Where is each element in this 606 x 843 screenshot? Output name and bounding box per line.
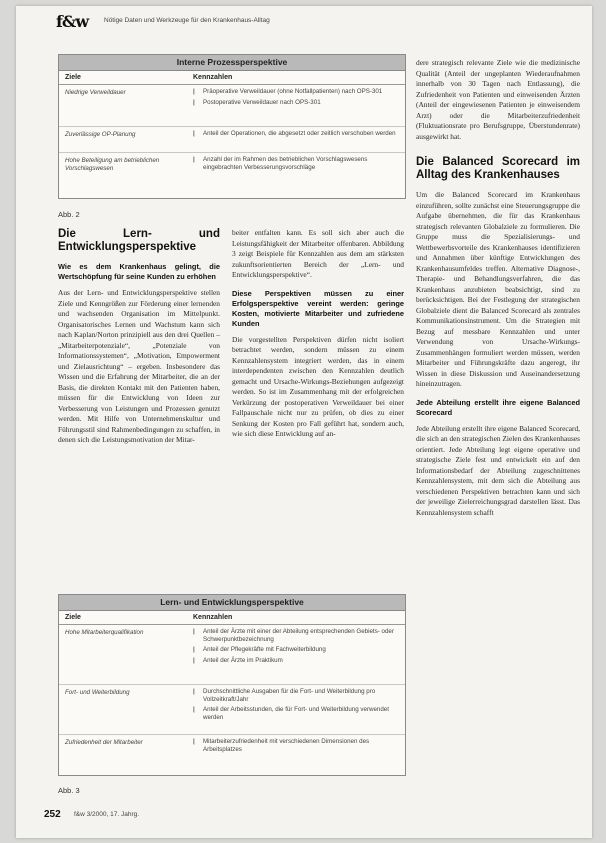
text-column-1	[58, 228, 220, 588]
table-row: Hohe Beteiligung am betrieblichen Vorschlagswesen | Anzahl der im Rahmen des betrieblichen Vorschlagswesens eingebrachten Verbesserungsvorschläge	[59, 153, 405, 181]
body-paragraph: beiter entfalten kann. Es soll sich aber auch die Leistungsfähigkeit der Mitarbeiter offenbaren. Abbildung 3 zeigt Beispiele für Kennzahlen aus dem am stärksten zukunftsorientierten Bereich der „Lern- und Entwicklungsperspektive“.	[232, 228, 404, 279]
running-head: Nötige Daten und Werkzeuge für den Krankenhaus-Alltag	[104, 17, 270, 24]
row-goal: Zuverlässige OP-Planung	[65, 131, 136, 138]
row-goal: Hohe Beteiligung am betrieblichen Vorschlagswesen	[65, 157, 160, 172]
figure-caption: Abb. 3	[58, 786, 80, 795]
table-interne-prozessperspektive	[58, 54, 406, 199]
column-header-kpis: Kennzahlen	[193, 614, 233, 621]
page-number: 252	[44, 809, 61, 820]
issue-info: f&w 3/2000, 17. Jahrg.	[74, 811, 140, 818]
row-kpi: Anteil der Operationen, die abgesetzt oder zeitlich verschoben werden	[203, 130, 396, 137]
body-paragraph: Um die Balanced Scorecard im Krankenhaus einzuführen, sollte zunächst eine Steuerungsgruppe die Aufgabe übernehmen, die für das Krankenhaus strategisch relevanten Globalziele zu formulieren. Die Gruppe muss die Spezialisierungs- und Wettbewerbsvorteile des Krankenhauses identifizieren und Annahmen über künftige Entwicklungen des Krankenhausumfeldes treffen. Alternative Diagnose-, Therapie- und Behandlungsverfahren, die das Krankenhaus anzubieten beabsichtigt, sind zu berücksichtigen. Bei der Festlegung der strategischen Globalziele dient die Balanced Scorecard als zentrales Kommunikationsinstrument. Um die Strategien mit Bezug auf messbare Kennzahlen und unter Verwendung von Ursache-Wirkungs-Zusammenhängen formuliert werden müssen, werden Mitarbeiter und Führungskräfte dazu angeregt, ihr Wissen in diese Diskussion und Auseinandersetzung hineinzutragen.	[416, 190, 580, 388]
section-subheading: Wie es dem Krankenhaus gelingt, die Wertschöpfung für seine Kunden zu erhöhen	[58, 262, 220, 281]
figure-caption: Abb. 2	[58, 210, 80, 219]
column-header-goals: Ziele	[65, 614, 81, 621]
row-kpi: Anteil der Pflegekräfte mit Fachweiterbildung	[203, 646, 326, 653]
section-subheading: Diese Perspektiven müssen zu einer Erfolgsperspektive vereint werden: geringe Kosten, motivierte Mitarbeiter und zufriedene Kunden	[232, 288, 404, 328]
row-goal: Fort- und Weiterbildung	[65, 689, 130, 696]
table-row: Fort- und Weiterbildung | Durchschnittliche Ausgaben für die Fort- und Weiterbildung pro Vollzeitkraft/Jahr | Anteil der Arbeitsstunden, die für Fort- und Weiterbildung verwendet werden	[59, 685, 405, 735]
body-paragraph: Jede Abteilung erstellt ihre eigene Balanced Scorecard, die sich an den strategischen Zielen des Krankenhauses orientiert. Jede Abteilung legt eigene operative und strategische Ziele fest und entwickelt ein auf den Informationsbedarf der Abteilung zugeschnittenes Kennzahlensystem, mit dem sich die Abteilung aus verschiedenen Perspektiven betrachten kann und sich der jeweilige Zielerreichungsgrad darstellen lässt. Das Kennzahlensystem schafft	[416, 423, 580, 517]
table-row: Zuverlässige OP-Planung | Anteil der Operationen, die abgesetzt oder zeitlich verschoben werden	[59, 127, 405, 153]
row-goal: Zufriedenheit der Mitarbeiter	[65, 739, 143, 746]
body-paragraph: dere strategisch relevante Ziele wie die medizinische Qualität (Anteil der ungeplanten Wiederaufnahmen innerhalb von 30 Tagen nach Entlassung), die Zufriedenheit von Patienten und einweisenden Ärzten (Anteil der eingewiesenen Patienten je einweisendem Arzt) oder die Mitarbeiterzufriedenheit (Fluktuationsrate pro Berufsgruppe, Überstundenrate) ausgewirkt hat.	[416, 58, 580, 141]
page-footer	[44, 809, 344, 823]
section-subheading: Jede Abteilung erstellt ihre eigene Balanced Scorecard	[416, 397, 580, 417]
magazine-logo: f&w	[56, 12, 89, 31]
page-header	[56, 12, 586, 32]
body-paragraph: Aus der Lern- und Entwicklungsperspektive stellen Ziele und Kenngrößen zur Förderung einer lernenden und wachsenden Organisation im Mittelpunkt. Organisatorisches Lernen und Wachstum kann sich nach Kaplan/Norton prinzipiell aus den drei Quellen – „Mitarbeiterpotenziale“, „Potenziale von Informationssystemen“, „Motivation, Empowerment und Zielausrichtung“ – ergeben. Insbesondere das Wissen und die Erfahrung der Mitarbeiter, die an der Basis, die direkten Kontakt mit den Patienten haben, müssen für die Entwicklung von Ideen zur Verbesserung von Leistungen und Prozessen genutzt werden. Mit Hilfe von Unternehmenskultur und Führungsstil sind Rahmenbedingungen zu schaffen, in denen sich die Leistungsmotivation der Mitar-	[58, 288, 220, 444]
row-kpi: Anteil der Ärzte im Praktikum	[203, 656, 283, 664]
row-goal: Hohe Mitarbeiterqualifikation	[65, 629, 144, 636]
row-kpi: Präoperative Verweildauer (ohne Notfallpatienten) nach OPS-301	[203, 88, 383, 95]
text-column-3	[416, 58, 580, 803]
table-lern-und-entwicklungsperspektive	[58, 594, 406, 776]
row-kpi: Anteil der Ärzte mit einer der Abteilung entsprechenden Gebiets- oder Schwerpunktbezeichnung	[203, 628, 394, 643]
column-header-goals: Ziele	[65, 74, 81, 81]
table-row: Hohe Mitarbeiterqualifikation | Anteil der Ärzte mit einer der Abteilung entsprechenden Gebiets- oder Schwerpunktbezeichnung | Anteil der Pflegekräfte mit Fachweiterbildung | Anteil der Ärzte im Praktikum	[59, 625, 405, 685]
row-kpi: Durchschnittliche Ausgaben für die Fort- und Weiterbildung pro Vollzeitkraft/Jahr	[203, 688, 376, 703]
table-title: Lern- und Entwicklungsperspektive	[59, 595, 405, 611]
table-title: Interne Prozessperspektive	[59, 55, 405, 71]
table-row: Zufriedenheit der Mitarbeiter | Mitarbeiterzufriedenheit mit verschiedenen Dimensionen des Arbeitsplatzes	[59, 735, 405, 765]
table-row: Niedrige Verweildauer | Präoperative Verweildauer (ohne Notfallpatienten) nach OPS-301 | Postoperative Verweildauer nach OPS-301	[59, 85, 405, 127]
section-heading: Die Lern- und Entwicklungsperspektive	[58, 228, 220, 253]
table-header	[59, 71, 405, 85]
row-kpi: Anzahl der im Rahmen des betrieblichen Vorschlagswesens eingebrachten Verbesserungsvorschläge	[203, 156, 368, 171]
body-paragraph: Die vorgestellten Perspektiven dürfen nicht isoliert betrachtet werden, sondern müssen zu einem Kennzahlensystem integriert werden, das in einem interdependenten zwischen den Kennzahlen deutlich gemacht und Ursache-Wirkungs-Beziehungen aufgezeigt werden. So ist im Zusammenhang mit der erfolgreichen Verkürzung der postoperativen Verweildauer bei einer Fallpauschale nicht nur zu prüfen, ob dies zu einer Senkung der Kosten pro Fall geführt hat, sondern auch, wie sich diese Entwicklung auf an-	[232, 334, 404, 438]
text-column-2	[232, 228, 404, 588]
magazine-page	[16, 6, 592, 838]
row-kpi: Anteil der Arbeitsstunden, die für Fort- und Weiterbildung verwendet werden	[203, 706, 389, 721]
row-kpi: Postoperative Verweildauer nach OPS-301	[203, 98, 321, 106]
column-header-kpis: Kennzahlen	[193, 74, 233, 81]
section-heading: Die Balanced Scorecard im Alltag des Krankenhauses	[416, 156, 580, 181]
row-goal: Niedrige Verweildauer	[65, 89, 126, 96]
table-header	[59, 611, 405, 625]
row-kpi: Mitarbeiterzufriedenheit mit verschiedenen Dimensionen des Arbeitsplatzes	[203, 738, 370, 753]
